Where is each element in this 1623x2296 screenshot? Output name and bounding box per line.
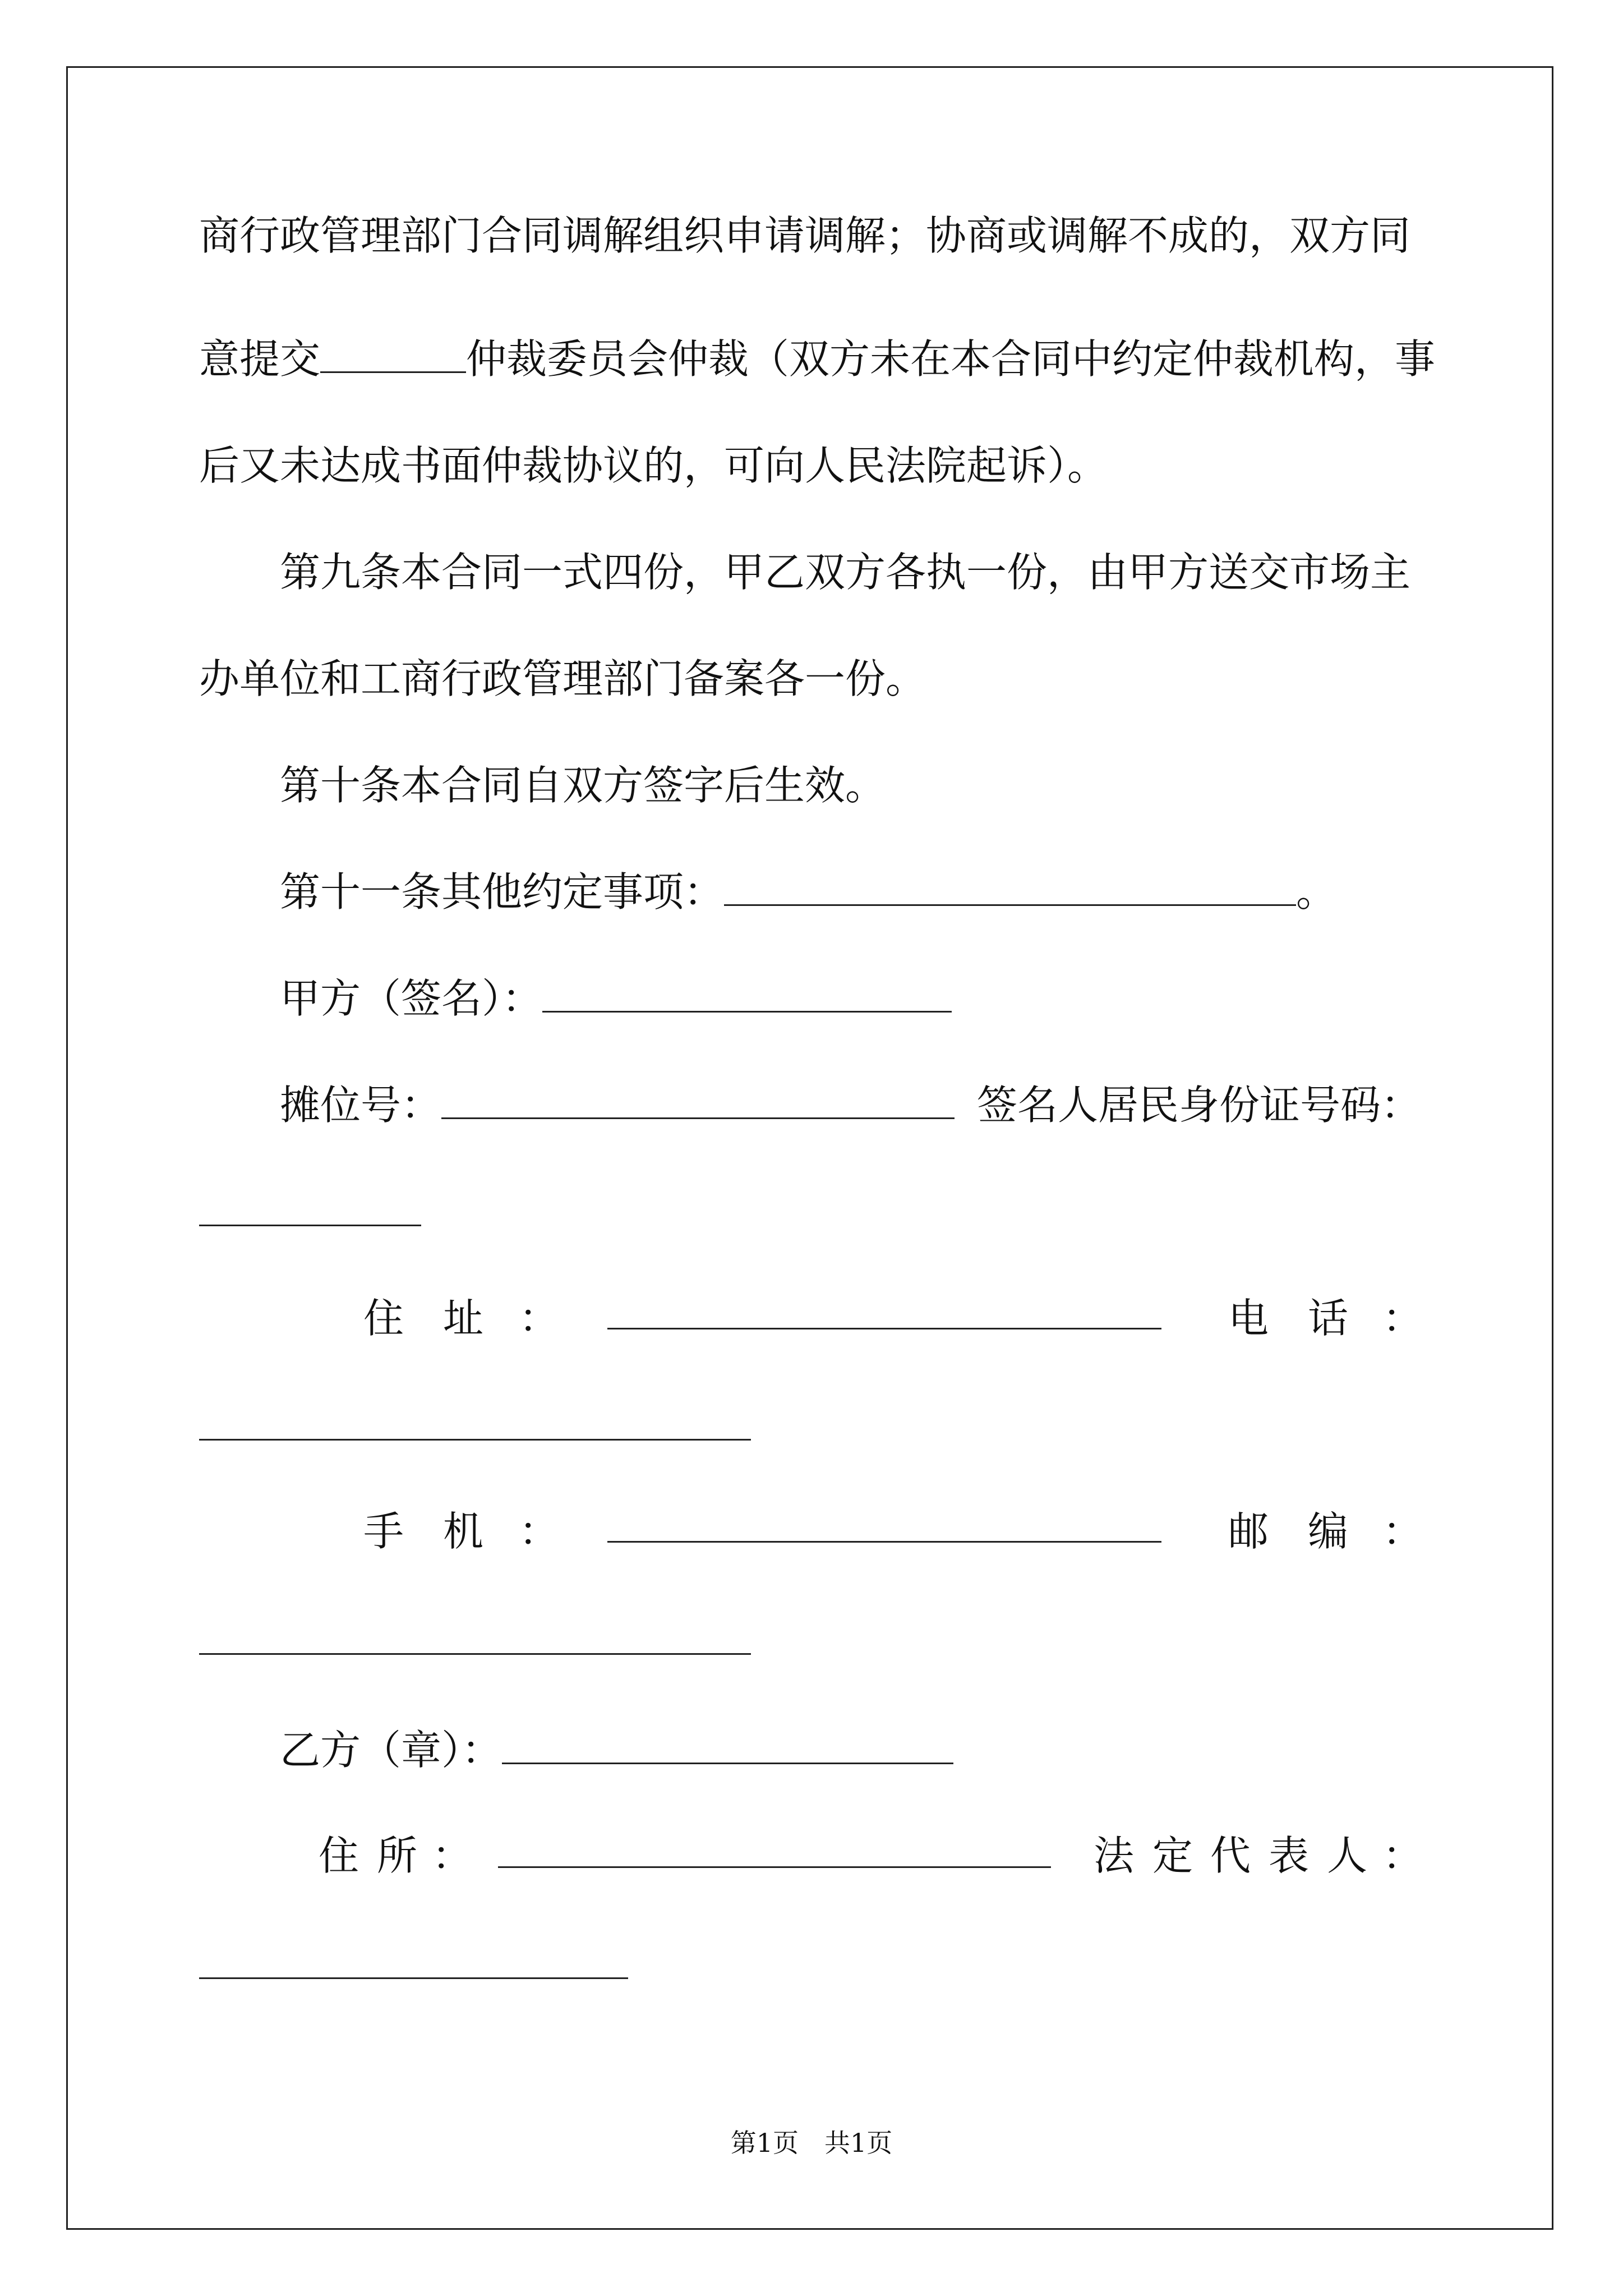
- party-b-seal-blank: [502, 1723, 953, 1764]
- address-blank: [607, 1328, 1161, 1329]
- article-11-label: 第十一条其他约定事项：: [280, 868, 725, 915]
- legal-rep-blank: [199, 1977, 628, 1979]
- article-10: 第十条本合同自双方签字后生效。: [280, 762, 886, 809]
- residence-blank: [498, 1866, 1051, 1868]
- legal-rep-char: 人: [1327, 1832, 1368, 1879]
- phone-blank: [199, 1439, 751, 1441]
- legal-rep-char: 法: [1094, 1832, 1135, 1879]
- legal-rep-char: 定: [1152, 1832, 1193, 1879]
- residence-char: 住: [319, 1832, 359, 1879]
- paragraph-line: 商行政管理部门合同调解组织申请调解；协商或调解不成的，双方同: [199, 212, 1411, 259]
- mobile-blank: [607, 1541, 1161, 1543]
- other-terms-blank: [724, 865, 1296, 906]
- address-char: ：: [519, 1295, 560, 1342]
- text-segment: 意提交: [199, 335, 321, 383]
- legal-rep-char: 表: [1269, 1832, 1310, 1879]
- booth-number-blank: [441, 1078, 955, 1119]
- phone-char: 话: [1308, 1295, 1349, 1342]
- postcode-blank: [199, 1653, 751, 1655]
- party-b-seal: [280, 1723, 953, 1777]
- mobile-char: 机: [443, 1508, 484, 1555]
- page-number-footer: 第1页 共1页: [730, 2128, 893, 2158]
- paragraph-line: [199, 332, 1435, 386]
- arbitration-commission-blank: [320, 332, 466, 373]
- residence-char: 所: [377, 1832, 418, 1879]
- id-number-label: 签名人居民身份证号码：: [977, 1082, 1422, 1129]
- mobile-char: 手: [363, 1508, 404, 1555]
- mobile-char: ：: [519, 1508, 560, 1555]
- paragraph-line: 后又未达成书面仲裁协议的，可向人民法院起诉）。: [199, 442, 1108, 489]
- address-char: 住: [363, 1295, 404, 1342]
- legal-rep-char: ：: [1382, 1832, 1423, 1879]
- postcode-char: ：: [1382, 1508, 1423, 1555]
- article-9-line: 办单位和工商行政管理部门备案各一份。: [199, 655, 926, 702]
- party-a-signature-label: 甲方（签名）：: [280, 975, 543, 1022]
- phone-char: 电: [1228, 1295, 1269, 1342]
- legal-rep-char: 代: [1210, 1832, 1251, 1879]
- phone-char: ：: [1382, 1295, 1423, 1342]
- party-a-signature: [280, 972, 952, 1025]
- id-number-blank: [199, 1225, 421, 1226]
- article-11-end: 。: [1296, 868, 1337, 915]
- postcode-char: 邮: [1228, 1508, 1269, 1555]
- page-border: [66, 66, 1553, 2230]
- party-a-signature-blank: [542, 972, 952, 1013]
- article-9-line: 第九条本合同一式四份，甲乙双方各执一份，由甲方送交市场主: [280, 549, 1411, 596]
- text-segment: 仲裁委员会仲裁（双方未在本合同中约定仲裁机构，事: [466, 335, 1436, 383]
- postcode-char: 编: [1308, 1508, 1349, 1555]
- residence-char: ：: [432, 1832, 473, 1879]
- party-b-seal-label: 乙方（章）：: [280, 1727, 502, 1774]
- article-11: [280, 865, 1336, 919]
- address-char: 址: [443, 1295, 484, 1342]
- booth-and-id: [280, 1078, 1421, 1132]
- booth-label: 摊位号：: [280, 1082, 442, 1129]
